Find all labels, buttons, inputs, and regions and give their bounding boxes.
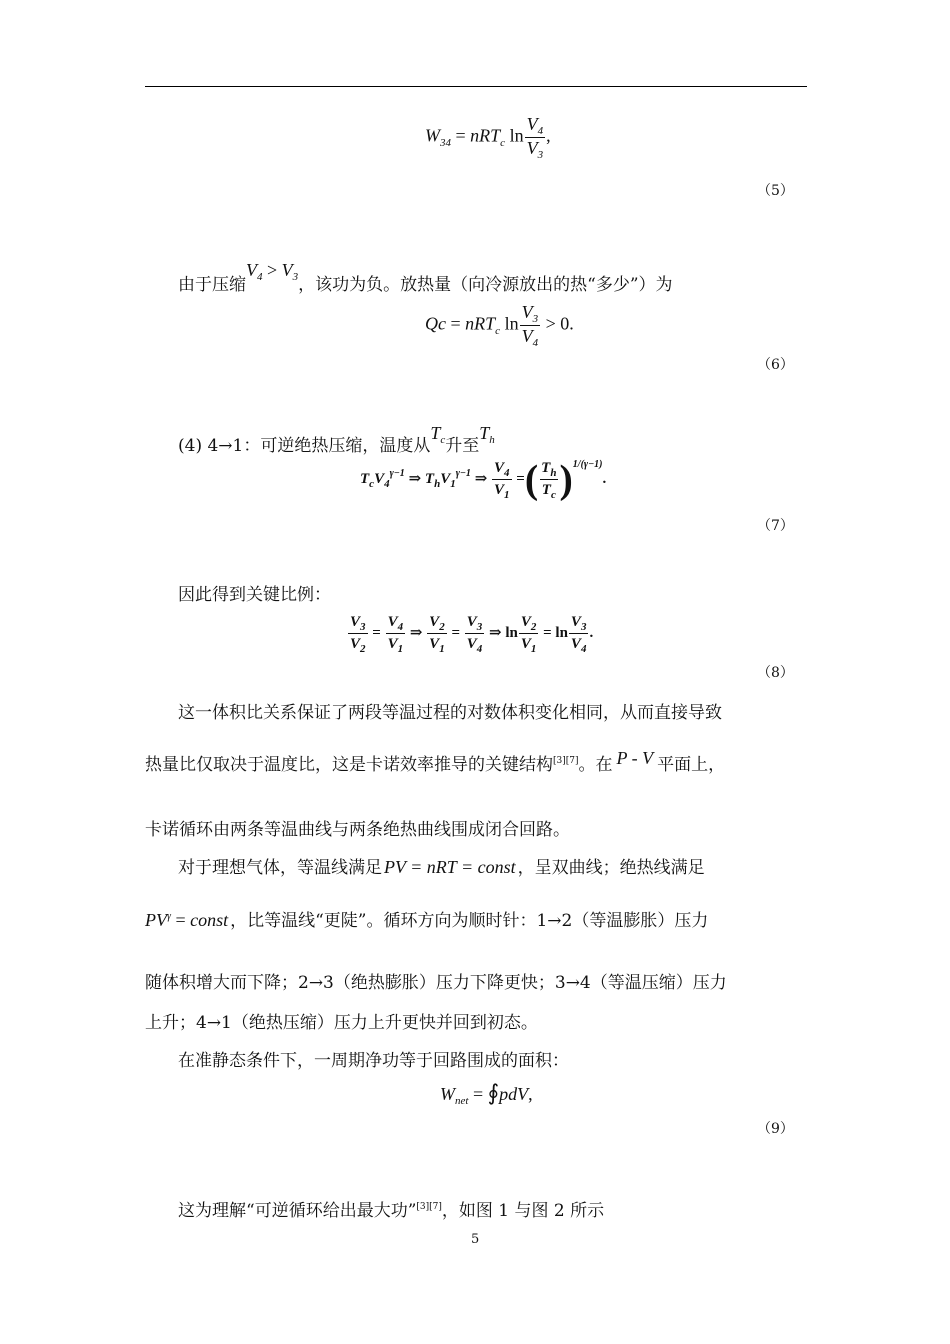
equation-7: $T_cV_4^{\gamma-1}$ ⇒ $T_hV_1^{\gamma-1}$ ⇒ $\frac{V_4}{V_1}$ =( $\frac{T_h}{T_c}$ )$^{1/(\gamma-1)}$. [360,456,607,502]
equation-9: $W_{net}$ = ∮pdV, [440,1080,533,1107]
p5-isotherm-eq: PV = nRT = const [384,857,516,877]
paragraph-5-line-3: 随体积增大而下降；2→3（绝热膨胀）压力下降更快；3→4（等温压缩）压力 [145,973,727,993]
equation-8: $\frac{V_3}{V_2}$ = $\frac{V_4}{V_1}$ ⇒ $\frac{V_2}{V_1}$ = $\frac{V_3}{V_4}$ ⇒ ln $\frac{V_2}{V_1}$ = ln $\frac{V_3}{V_4}$ . [350,614,594,655]
p4-line2-b: 。在 [578,755,613,775]
p7-after: ，如图 1 与图 2 所示 [441,1201,605,1221]
paragraph-5-line-1 [178,853,705,878]
p5-line2-b: ，比等温线“更陡”。循环方向为顺时针：1→2（等温膨胀）压力 [230,911,709,931]
p1-before: 由于压缩 [178,275,246,295]
page-number: 5 [471,1232,480,1247]
equation-8-number: （8） [757,665,794,681]
equation-5: $W_{34} = nRT_c$ ln $\frac{V_4}{V_3}$ , [425,114,551,161]
p5-line1-b: ，呈双曲线；绝热线满足 [517,858,705,878]
p4-line2-a: 热量比仅取决于温度比，这是卡诺效率推导的关键结构 [145,755,553,775]
equation-5-number: （5） [757,183,794,199]
p2-mid: 升至 [445,436,480,456]
equation-6: Qc = nRT$_c$ ln $\frac{V_3}{V_4}$ > 0. [425,302,574,349]
p1-after: ，该功为负。放热量（向冷源放出的热“多少”）为 [298,275,673,295]
p7-citation: [3][7] [416,1202,442,1212]
paragraph-4-line-2 [145,750,725,775]
paragraph-4-line-3: 卡诺循环由两条等温曲线与两条绝热曲线围成闭合回路。 [145,820,570,840]
paragraph-2 [178,423,495,456]
header-rule [145,86,807,87]
paragraph-5-line-4: 上升；4→1（绝热压缩）压力上升更快并回到初态。 [145,1013,538,1033]
paragraph-3: 因此得到关键比例： [178,585,331,605]
p7-before: 这为理解“可逆循环给出最大功” [178,1201,417,1221]
p1-condition: $V_4 > V_3$ [246,260,299,283]
p4-citation: [3][7] [553,756,579,766]
equation-6-number: （6） [757,357,794,373]
equation-9-number: （9） [757,1121,794,1137]
p5-line1-a: 对于理想气体，等温线满足 [178,858,382,878]
p4-pv: P - V [616,748,654,768]
paragraph-7 [178,1196,604,1221]
paragraph-6: 在准静态条件下，一周期净功等于回路围成的面积： [178,1051,569,1071]
equation-7-number: （7） [757,518,794,534]
paragraph-1 [178,260,673,295]
p2-tc: $T_c$ [430,423,446,446]
p5-adiabat-eq: $PV^\gamma$ = const [145,910,229,930]
p2-before: (4) 4→1：可逆绝热压缩，温度从 [178,436,431,456]
p2-th: $T_h$ [479,423,495,446]
paragraph-4-line-1: 这一体积比关系保证了两段等温过程的对数体积变化相同，从而直接导致 [178,703,722,723]
paragraph-5-line-2 [145,906,708,931]
p4-line2-c: 平面上， [657,755,726,775]
